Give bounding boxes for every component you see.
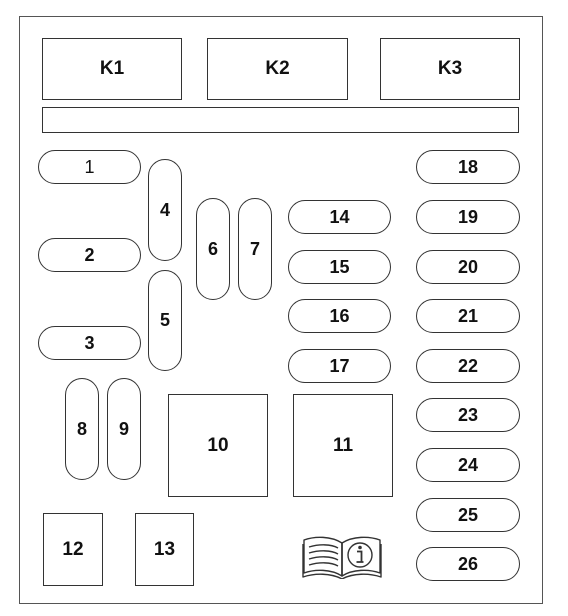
fuse-11: 11 (293, 394, 393, 497)
fuse-9: 9 (107, 378, 141, 480)
fuse-22: 22 (416, 349, 520, 383)
fuse-21: 21 (416, 299, 520, 333)
fuse-17: 17 (288, 349, 391, 383)
fuse-14: 14 (288, 200, 391, 234)
fuse-18: 18 (416, 150, 520, 184)
fuse-1: 1 (38, 150, 141, 184)
fuse-3: 3 (38, 326, 141, 360)
fuse-20: 20 (416, 250, 520, 284)
relay-k2: K2 (207, 38, 348, 100)
relay-k1: K1 (42, 38, 182, 100)
fuse-24: 24 (416, 448, 520, 482)
fuse-2: 2 (38, 238, 141, 272)
fuse-5: 5 (148, 270, 182, 371)
fuse-19: 19 (416, 200, 520, 234)
fuse-10: 10 (168, 394, 268, 497)
fuse-16: 16 (288, 299, 391, 333)
fuse-12: 12 (43, 513, 103, 586)
fuse-25: 25 (416, 498, 520, 532)
fuse-26: 26 (416, 547, 520, 581)
manual-info-icon (301, 533, 383, 579)
fuse-23: 23 (416, 398, 520, 432)
fuse-13: 13 (135, 513, 194, 586)
fuse-15: 15 (288, 250, 391, 284)
fuse-8: 8 (65, 378, 99, 480)
fuse-4: 4 (148, 159, 182, 261)
relay-k3: K3 (380, 38, 520, 100)
fuse-6: 6 (196, 198, 230, 300)
fuse-7: 7 (238, 198, 272, 300)
connector-strip (42, 107, 519, 133)
